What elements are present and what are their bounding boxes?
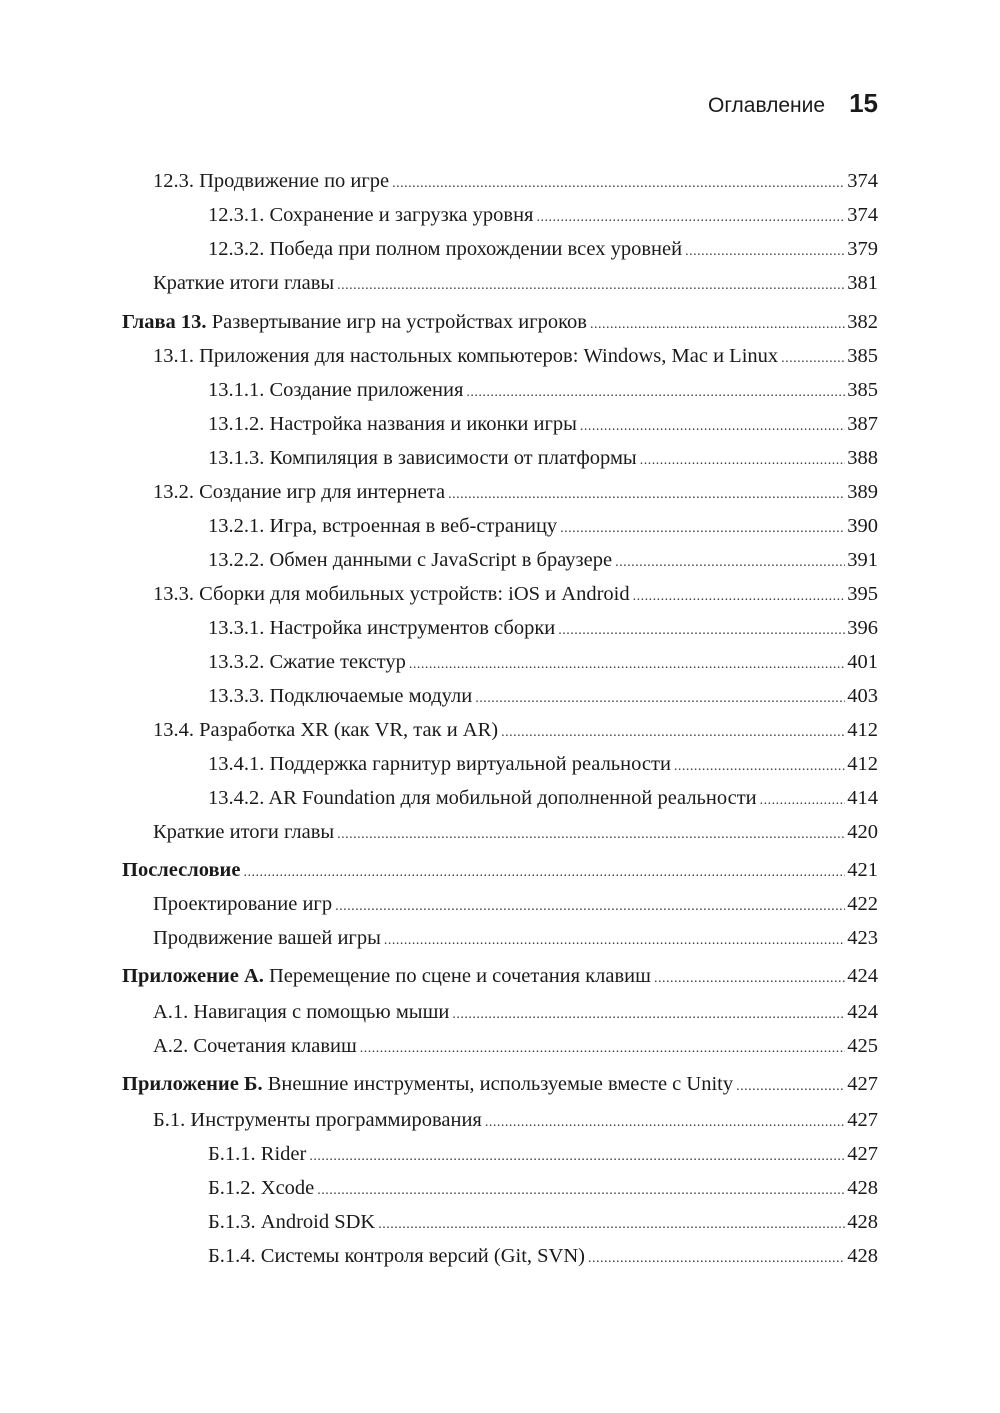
toc-chapter-entry[interactable] (122, 309, 878, 338)
toc-entry-title: 12.3. Продвижение по игре (153, 170, 390, 192)
toc-page-number: 385 (847, 379, 878, 401)
toc-page-number: 374 (847, 204, 878, 226)
dot-leader (674, 754, 845, 780)
toc-page-number: 414 (847, 787, 878, 809)
dot-leader (384, 928, 845, 954)
toc-page-number: 421 (847, 859, 878, 881)
toc-page-number: 387 (847, 413, 878, 435)
toc-entry[interactable] (122, 270, 878, 299)
toc-entry-title: 12.3.1. Сохранение и загрузка уровня (208, 204, 534, 226)
toc-chapter-entry[interactable] (122, 963, 878, 992)
dot-leader (317, 1178, 845, 1204)
toc-chapter-label: Глава 13. (122, 311, 207, 333)
toc-chapter-label: Приложение А. (122, 965, 264, 987)
toc-page-number: 424 (847, 965, 878, 987)
dot-leader (685, 239, 845, 265)
dot-leader (590, 312, 845, 338)
toc-page-number: 428 (847, 1245, 878, 1267)
toc-entry-title: Б.1.2. Xcode (208, 1177, 315, 1199)
toc-page-number: 374 (847, 170, 878, 192)
toc-page-number: 427 (847, 1143, 878, 1165)
toc-entry-title: Б.1. Инструменты программирования (153, 1109, 482, 1131)
dot-leader (337, 273, 845, 299)
running-head (708, 88, 878, 119)
toc-entry-title: 13.4.1. Поддержка гарнитур виртуальной реальности (208, 753, 671, 775)
toc-entry-title: Краткие итоги главы (153, 821, 335, 843)
toc-page-number: 428 (847, 1177, 878, 1199)
toc-page-number: 424 (847, 1001, 878, 1023)
dot-leader (633, 584, 846, 610)
toc-page-number: 385 (847, 345, 878, 367)
toc-entry[interactable] (122, 1175, 878, 1204)
toc-entry-title: 13.1.2. Настройка названия и иконки игры (208, 413, 577, 435)
toc-entry-title: 13.2.1. Игра, встроенная в веб-страницу (208, 515, 558, 537)
toc-entry[interactable] (122, 513, 878, 542)
toc-chapter-entry[interactable] (122, 1071, 878, 1100)
toc-entry[interactable] (122, 168, 878, 197)
toc-page-number: 427 (847, 1073, 878, 1095)
toc-chapter-entry[interactable] (122, 857, 878, 886)
toc-entry[interactable] (122, 343, 878, 372)
dot-leader (452, 1002, 845, 1028)
dot-leader (580, 414, 845, 440)
toc-entry[interactable] (122, 202, 878, 231)
toc-entry-title: 13.3.2. Сжатие текстур (208, 651, 406, 673)
toc-entry-title: 13.1. Приложения для настольных компьютеров: Windows, Mac и Linux (153, 345, 779, 367)
toc-entry[interactable] (122, 1141, 878, 1170)
dot-leader (560, 516, 845, 542)
toc-entry[interactable] (122, 479, 878, 508)
toc-chapter-label: Послесловие (122, 859, 241, 881)
dot-leader (536, 205, 845, 231)
toc-entry-title: А.1. Навигация с помощью мыши (153, 1001, 450, 1023)
toc-page-number: 427 (847, 1109, 878, 1131)
dot-leader (501, 720, 845, 746)
toc-entry[interactable] (122, 925, 878, 954)
dot-leader (654, 966, 845, 992)
dot-leader (760, 788, 846, 814)
dot-leader (475, 686, 845, 712)
dot-leader (615, 550, 845, 576)
toc-entry[interactable] (122, 717, 878, 746)
toc-entry[interactable] (122, 751, 878, 780)
dot-leader (588, 1246, 845, 1272)
toc-entry-title: Б.1.4. Системы контроля версий (Git, SVN) (208, 1245, 585, 1267)
toc-entry-title: А.2. Сочетания клавиш (153, 1035, 357, 1057)
toc-entry[interactable] (122, 683, 878, 712)
dot-leader (466, 380, 845, 406)
running-title: Оглавление (707, 94, 826, 117)
page-number: 15 (849, 88, 878, 118)
toc-entry[interactable] (122, 236, 878, 265)
dot-leader (392, 171, 845, 197)
toc-page-number: 381 (847, 272, 878, 294)
toc-entry-title: 13.2. Создание игр для интернета (153, 481, 446, 503)
toc-entry-title: 13.1.3. Компиляция в зависимости от платформы (208, 447, 637, 469)
toc-entry[interactable] (122, 1033, 878, 1062)
toc-entry[interactable] (122, 377, 878, 406)
toc-entry[interactable] (122, 547, 878, 576)
toc-entry[interactable] (122, 891, 878, 920)
dot-leader (309, 1144, 845, 1170)
toc-page-number: 428 (847, 1211, 878, 1233)
toc-page-number: 420 (847, 821, 878, 843)
toc-page-number: 412 (847, 753, 878, 775)
dot-leader (781, 346, 845, 372)
toc-entry[interactable] (122, 1209, 878, 1238)
dot-leader (409, 652, 845, 678)
dot-leader (378, 1212, 845, 1238)
dot-leader (640, 448, 846, 474)
toc-entry-title: 13.4. Разработка XR (как VR, так и AR) (153, 719, 499, 741)
dot-leader (243, 860, 845, 886)
toc-entry-title: 13.3.3. Подключаемые модули (208, 685, 473, 707)
dot-leader (335, 894, 845, 920)
toc-entry[interactable] (122, 615, 878, 644)
toc-entry-title: 13.3. Сборки для мобильных устройств: iOS и Android (153, 583, 630, 605)
dot-leader (448, 482, 845, 508)
toc-entry[interactable] (122, 411, 878, 440)
toc-entry-title (122, 857, 240, 883)
toc-entry[interactable] (122, 999, 878, 1028)
toc-page-number: 396 (847, 617, 878, 639)
toc-entry[interactable] (122, 445, 878, 474)
toc-entry-title (122, 1071, 733, 1097)
toc-entry-title: Проектирование игр (153, 893, 333, 915)
toc-entry-title: 13.1.1. Создание приложения (208, 379, 464, 401)
toc-page-number: 390 (847, 515, 878, 537)
toc-entry-title: Краткие итоги главы (153, 272, 335, 294)
toc-page-number: 425 (847, 1035, 878, 1057)
toc-entry-title: 13.4.2. AR Foundation для мобильной дополненной реальности (208, 787, 757, 809)
toc-page-number: 423 (847, 927, 878, 949)
dot-leader (485, 1110, 845, 1136)
toc-entry-title: Продвижение вашей игры (153, 927, 381, 949)
toc-chapter-title: Развертывание игр на устройствах игроков (211, 311, 587, 333)
toc-page-number: 403 (847, 685, 878, 707)
toc-page-number: 395 (847, 583, 878, 605)
toc-entry[interactable] (122, 1107, 878, 1136)
toc-entry-title: 13.3.1. Настройка инструментов сборки (208, 617, 556, 639)
toc-entry-title (122, 309, 587, 335)
dot-leader (360, 1036, 845, 1062)
toc-page-number: 412 (847, 719, 878, 741)
toc-chapter-title: Внешние инструменты, используемые вместе с Unity (267, 1073, 734, 1095)
toc-entry-title: 12.3.2. Победа при полном прохождении всех уровней (208, 238, 683, 260)
toc-chapter-label: Приложение Б. (122, 1073, 263, 1095)
toc-entry-title: Б.1.1. Rider (208, 1143, 307, 1165)
toc-page-number: 401 (847, 651, 878, 673)
toc-page-number: 379 (847, 238, 878, 260)
toc-entry[interactable] (122, 581, 878, 610)
toc-page-number: 391 (847, 549, 878, 571)
toc-page-number: 389 (847, 481, 878, 503)
dot-leader (337, 822, 845, 848)
toc-entry[interactable] (122, 1243, 878, 1272)
toc-page-number: 388 (847, 447, 878, 469)
toc-page-number: 422 (847, 893, 878, 915)
toc-page-number: 382 (847, 311, 878, 333)
toc-entry[interactable] (122, 819, 878, 848)
toc-entry[interactable] (122, 649, 878, 678)
toc-entry-title (122, 963, 651, 989)
toc-entry-title: 13.2.2. Обмен данными с JavaScript в браузере (208, 549, 613, 571)
toc-entry[interactable] (122, 785, 878, 814)
dot-leader (558, 618, 845, 644)
toc-chapter-title: Перемещение по сцене и сочетания клавиш (269, 965, 651, 987)
toc-entry-title: Б.1.3. Android SDK (208, 1211, 376, 1233)
dot-leader (736, 1074, 845, 1100)
